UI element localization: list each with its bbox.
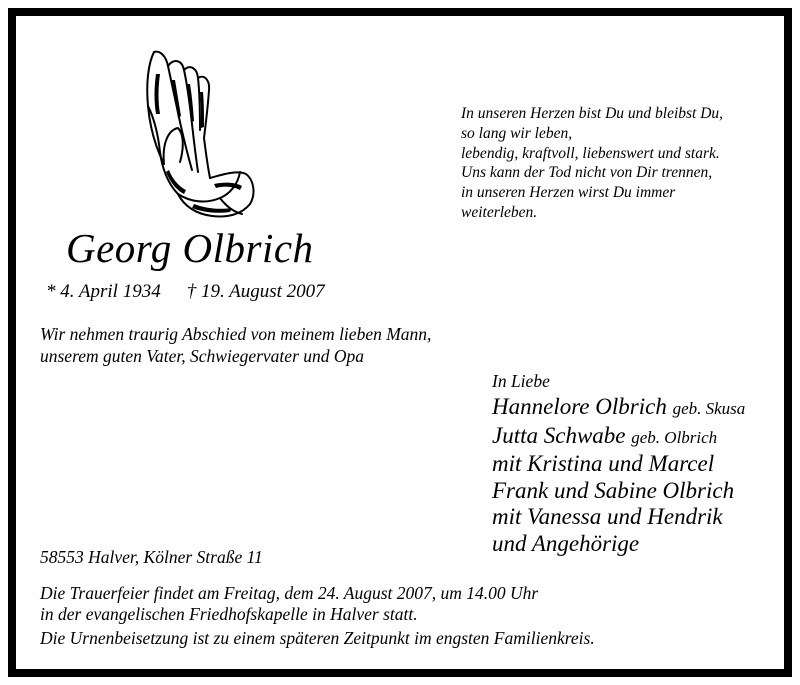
mourner-line: mit Vanessa und Hendrik [492,504,723,529]
mourner-name: Hannelore Olbrich [492,394,667,419]
obituary-frame [8,8,792,677]
poem-line: lebendig, kraftvoll, liebenswert und stark. [461,144,720,162]
family-address: 58553 Halver, Kölner Straße 11 [40,547,263,567]
funeral-service-text [40,583,538,625]
farewell-line: unserem guten Vater, Schwiegervater und Opa [40,346,365,366]
mourner-line: Frank und Sabine Olbrich [492,477,735,503]
maiden-name: geb. Skusa [672,399,746,418]
farewell-line: Wir nehmen traurig Abschied von meinem lieben Mann, [40,324,432,344]
mourner-line [492,423,745,452]
in-love-heading: In Liebe [492,371,550,391]
mourners-list [492,394,745,557]
mourner-line [492,394,745,423]
maiden-name: geb. Olbrich [631,427,718,447]
poem-line: in unseren Herzen wirst Du immer [461,184,676,202]
birth-date: * 4. April 1934 [46,281,161,302]
poem-line: weiterleben. [461,203,538,221]
poem-line: so lang wir leben, [461,124,573,142]
death-date: † 19. August 2007 [186,281,325,302]
mourner-name: Jutta Schwabe [492,422,626,448]
poem-line: Uns kann der Tod nicht von Dir trennen, [461,164,713,182]
deceased-name: Georg Olbrich [66,225,314,271]
life-dates [46,281,325,303]
poem-line: In unseren Herzen bist Du und bleibst Du, [461,105,724,122]
urn-burial-text: Die Urnenbeisetzung ist zu einem späteren Zeitpunkt im engsten Familienkreis. [40,628,595,648]
service-line: Die Trauerfeier findet am Freitag, dem 24. August 2007, um 14.00 Uhr [40,583,539,603]
mourner-line: und Angehörige [492,530,640,556]
farewell-text [40,323,431,367]
service-line: in der evangelischen Friedhofskapelle in Halver statt. [40,604,418,624]
praying-hands-icon [134,44,264,222]
memorial-poem [461,104,723,223]
mourner-line: mit Kristina und Marcel [492,451,715,476]
